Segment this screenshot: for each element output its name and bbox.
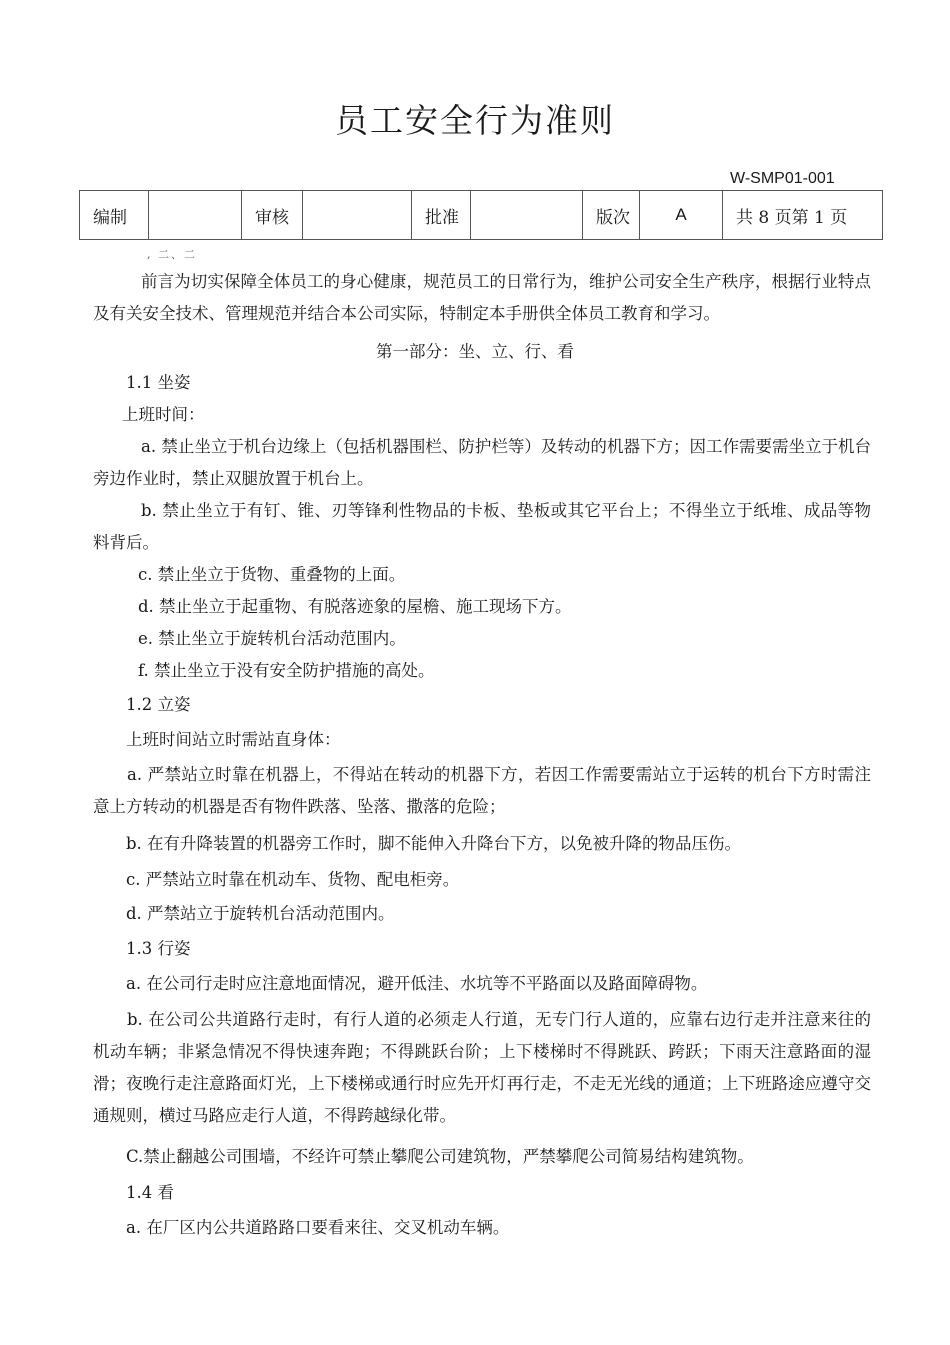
page-count: 共 8 页第 1 页 <box>723 191 883 240</box>
value-version: A <box>640 191 723 240</box>
label-compile: 编制 <box>80 191 149 240</box>
section-1-2-heading: 1.2 立姿 <box>126 695 191 714</box>
section-1-2-item-c: c. 严禁站立时靠在机动车、货物、配电柜旁。 <box>126 870 460 889</box>
part1-title: 第一部分：坐、立、行、看 <box>376 342 574 361</box>
section-1-4-item-a: a. 在厂区内公共道路路口要看来往、交叉机动车辆。 <box>126 1218 510 1237</box>
value-compile <box>149 191 242 240</box>
section-1-3-item-a: a. 在公司行走时应注意地面情况，避开低洼、水坑等不平路面以及路面障碍物。 <box>126 974 708 993</box>
section-1-1-item-b: b. 禁止坐立于有钉、锥、刃等锋利性物品的卡板、垫板或其它平台上；不得坐立于纸堆、成品等物料背后。 <box>93 501 871 552</box>
section-1-3-item-c: C.禁止翻越公司围墙，不经许可禁止攀爬公司建筑物，严禁攀爬公司简易结构建筑物。 <box>126 1147 754 1166</box>
section-1-1-item-c: c. 禁止坐立于货物、重叠物的上面。 <box>138 565 406 584</box>
label-review: 审核 <box>242 191 303 240</box>
section-1-1-item-d: d. 禁止坐立于起重物、有脱落迹象的屋檐、施工现场下方。 <box>138 597 572 616</box>
section-1-2-item-a: a. 严禁站立时靠在机器上，不得站在转动的机器下方，若因工作需要需站立于运转的机台下方时需注意上方转动的机器是否有物件跌落、坠落、撒落的危险； <box>93 765 871 816</box>
section-1-1-intro: 上班时间： <box>122 405 205 424</box>
section-1-4-heading: 1.4 看 <box>126 1183 174 1202</box>
approval-table <box>79 190 883 240</box>
value-review <box>303 191 412 240</box>
header-mark: , 二、二 <box>147 248 197 261</box>
section-1-2-item-d: d. 严禁站立于旋转机台活动范围内。 <box>126 904 395 923</box>
preface-paragraph: 前言为切实保障全体员工的身心健康，规范员工的日常行为，维护公司安全生产秩序，根据行业特点及有关安全技术、管理规范并结合本公司实际，特制定本手册供全体员工教育和学习。 <box>93 272 871 323</box>
value-approve <box>471 191 583 240</box>
section-1-1-item-a: a. 禁止坐立于机台边缘上（包括机器围栏、防护栏等）及转动的机器下方；因工作需要需坐立于机台旁边作业时，禁止双腿放置于机台上。 <box>93 437 871 488</box>
label-approve: 批准 <box>412 191 471 240</box>
document-number: W-SMP01-001 <box>730 170 835 187</box>
section-1-1-heading: 1.1 坐姿 <box>126 373 191 392</box>
section-1-3-item-b: b. 在公司公共道路行走时，有行人道的必须走人行道，无专门行人道的，应靠右边行走并注意来往的机动车辆；非紧急情况不得快速奔跑；不得跳跃台阶；上下楼梯时不得跳跃、跨跃；下雨天注意路面的湿滑；夜晚行走注意路面灯光，上下楼梯或通行时应先开灯再行走，不走无光线的通道；上下班路途应遵守交通规则，横过马路应走行人道，不得跨越绿化带。 <box>93 1010 871 1125</box>
approval-row <box>80 191 883 240</box>
section-1-2-item-b: b. 在有升降装置的机器旁工作时，脚不能伸入升降台下方，以免被升降的物品压伤。 <box>126 834 742 853</box>
section-1-1-item-e: e. 禁止坐立于旋转机台活动范围内。 <box>138 629 406 648</box>
document-title: 员工安全行为准则 <box>335 101 615 140</box>
label-version: 版次 <box>583 191 640 240</box>
section-1-3-heading: 1.3 行姿 <box>126 939 191 958</box>
section-1-2-intro: 上班时间站立时需站直身体： <box>126 730 341 749</box>
section-1-1-item-f: f. 禁止坐立于没有安全防护措施的高处。 <box>138 661 435 680</box>
